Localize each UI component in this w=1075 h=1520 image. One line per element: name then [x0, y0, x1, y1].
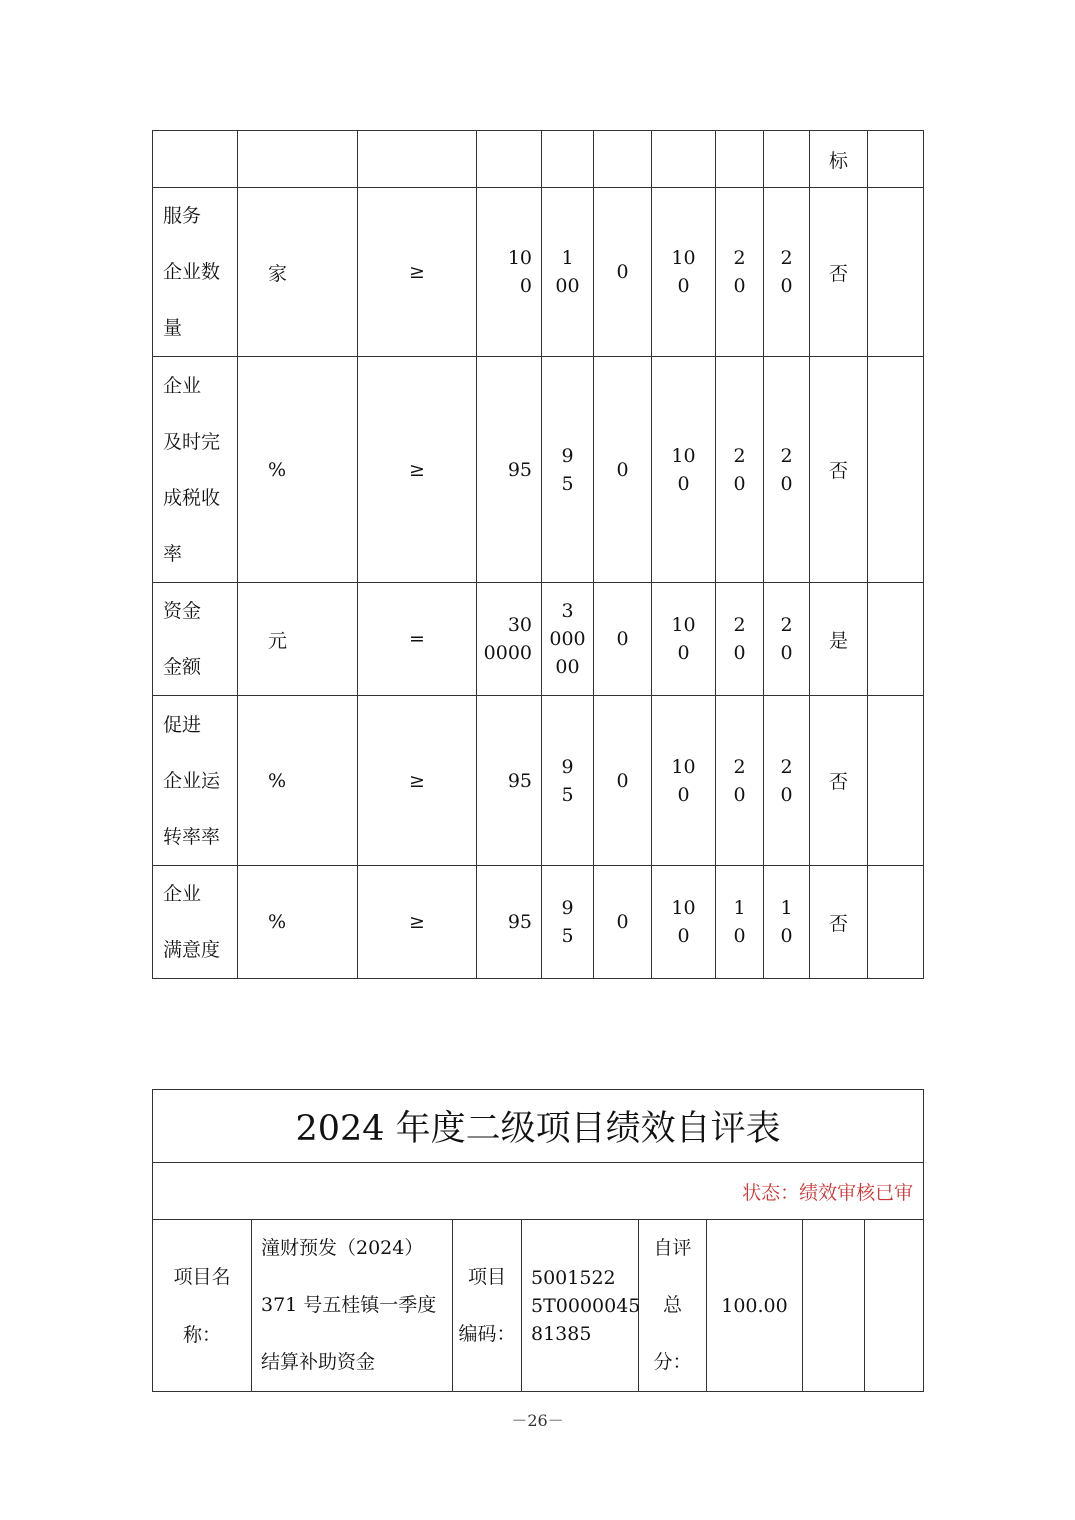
indicator-score: 2 0 — [764, 696, 810, 866]
indicator-name: 企业 及时完 成税收 率 — [153, 357, 238, 583]
table-row — [153, 131, 924, 188]
indicator-score: 2 0 — [764, 583, 810, 696]
indicator-weight: 1 0 — [716, 866, 764, 979]
indicator-col6: 0 — [594, 188, 652, 357]
form-title: 2024 年度二级项目绩效自评表 — [153, 1090, 924, 1163]
indicator-note — [868, 866, 924, 979]
table-row — [153, 357, 924, 583]
table-row — [153, 188, 924, 357]
indicator-name: 促进 企业运 转率率 — [153, 696, 238, 866]
indicator-actual: 1 00 — [542, 188, 594, 357]
indicator-judge: 否 — [810, 357, 868, 583]
indicator-target: 95 — [477, 696, 542, 866]
indicator-actual: 9 5 — [542, 696, 594, 866]
status-text: 状态：绩效审核已审 — [153, 1163, 924, 1220]
indicator-unit: 家 — [238, 188, 358, 357]
indicator-col6: 0 — [594, 583, 652, 696]
indicator-col7: 10 0 — [652, 696, 716, 866]
indicator-actual: 3 000 00 — [542, 583, 594, 696]
indicator-score: 2 0 — [764, 357, 810, 583]
indicator-weight: 2 0 — [716, 696, 764, 866]
total-score-label: 自评 总 分： — [639, 1220, 707, 1392]
indicator-judge: 否 — [810, 188, 868, 357]
total-score-value: 100.00 — [707, 1220, 803, 1392]
indicator-target: 95 — [477, 357, 542, 583]
table-row — [153, 866, 924, 979]
indicator-unit: 元 — [238, 583, 358, 696]
indicator-operator: = — [358, 583, 477, 696]
indicator-col7: 10 0 — [652, 583, 716, 696]
indicator-weight: 2 0 — [716, 357, 764, 583]
project-name-label: 项目名 称： — [153, 1220, 252, 1392]
indicator-note — [868, 357, 924, 583]
indicator-judge: 否 — [810, 696, 868, 866]
indicator-target: 95 — [477, 866, 542, 979]
indicator-actual: 9 5 — [542, 357, 594, 583]
indicator-unit: % — [238, 866, 358, 979]
indicator-operator: ≥ — [358, 357, 477, 583]
indicator-weight: 2 0 — [716, 188, 764, 357]
project-name-value: 潼财预发（2024） 371 号五桂镇一季度 结算补助资金 — [252, 1220, 453, 1392]
indicator-col7: 10 0 — [652, 866, 716, 979]
indicator-unit: % — [238, 357, 358, 583]
indicator-operator: ≥ — [358, 188, 477, 357]
indicator-name: 资金 金额 — [153, 583, 238, 696]
indicator-col6: 0 — [594, 866, 652, 979]
table-row — [153, 583, 924, 696]
indicator-score: 1 0 — [764, 866, 810, 979]
indicator-actual: 9 5 — [542, 866, 594, 979]
indicator-note — [868, 188, 924, 357]
indicator-col7: 10 0 — [652, 357, 716, 583]
indicator-unit: % — [238, 696, 358, 866]
indicator-target: 30 0000 — [477, 583, 542, 696]
indicator-col6: 0 — [594, 696, 652, 866]
indicator-note — [868, 583, 924, 696]
indicator-note — [868, 696, 924, 866]
indicator-col7: 10 0 — [652, 188, 716, 357]
indicator-col6: 0 — [594, 357, 652, 583]
project-code-value: 5001522 5T0000045 81385 — [522, 1220, 639, 1392]
indicator-weight: 2 0 — [716, 583, 764, 696]
indicator-operator: ≥ — [358, 866, 477, 979]
table-row — [153, 1220, 924, 1392]
indicator-operator: ≥ — [358, 696, 477, 866]
indicator-target: 10 0 — [477, 188, 542, 357]
table-row — [153, 696, 924, 866]
page-number: －26－ — [511, 1411, 564, 1430]
indicator-judge: 否 — [810, 866, 868, 979]
header-cell: 标 — [810, 131, 868, 188]
indicator-name: 企业 满意度 — [153, 866, 238, 979]
indicator-table — [152, 130, 924, 979]
project-code-label: 项目 编码： — [453, 1220, 522, 1392]
self-eval-table — [152, 1089, 924, 1392]
indicator-judge: 是 — [810, 583, 868, 696]
indicator-score: 2 0 — [764, 188, 810, 357]
indicator-name: 服务 企业数 量 — [153, 188, 238, 357]
